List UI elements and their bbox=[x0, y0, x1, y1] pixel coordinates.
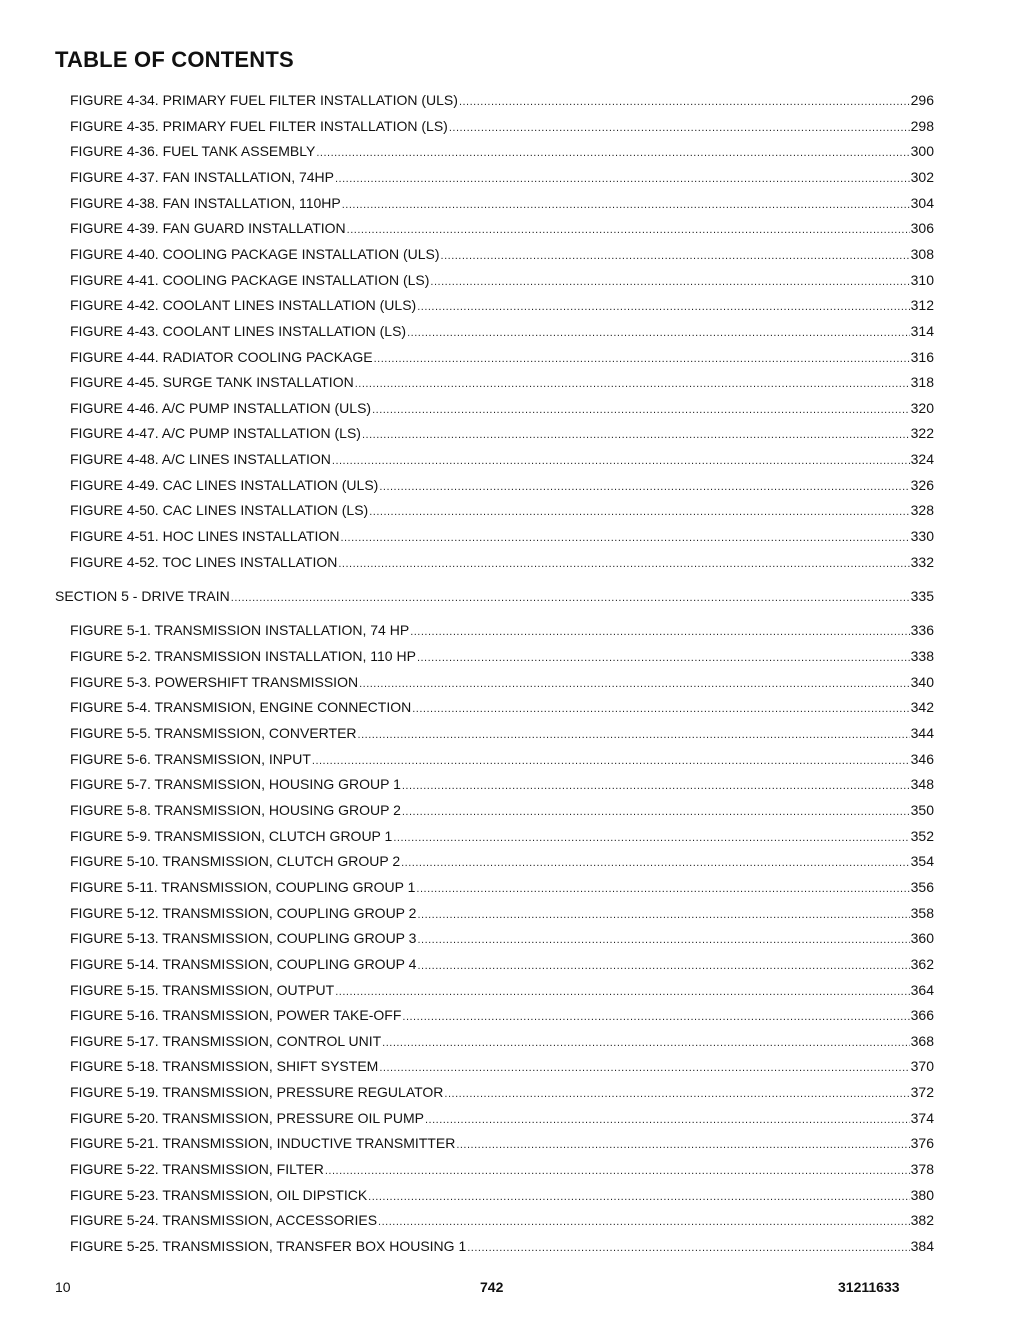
dot-leader bbox=[332, 452, 910, 470]
dot-leader bbox=[407, 324, 910, 342]
toc-entry-label: FIGURE 5-1. TRANSMISSION INSTALLATION, 74 HP bbox=[70, 622, 410, 639]
toc-entry-page: 328 bbox=[910, 502, 934, 519]
toc-entry-label: FIGURE 5-6. TRANSMISSION, INPUT bbox=[70, 750, 311, 767]
toc-entry-label: FIGURE 4-46. A/C PUMP INSTALLATION (ULS) bbox=[70, 399, 372, 416]
dot-leader bbox=[347, 221, 910, 239]
toc-figure-entry[interactable] bbox=[70, 698, 934, 718]
toc-figure-entry[interactable] bbox=[70, 1237, 934, 1257]
page-title: TABLE OF CONTENTS bbox=[55, 47, 294, 72]
toc-figure-entry[interactable] bbox=[70, 373, 934, 393]
toc-figure-entry[interactable] bbox=[70, 621, 934, 641]
toc-entry-label: FIGURE 5-11. TRANSMISSION, COUPLING GROUP 1 bbox=[70, 878, 416, 895]
dot-leader bbox=[378, 1213, 910, 1231]
toc-entry-page: 318 bbox=[910, 374, 934, 391]
toc-figure-entry[interactable] bbox=[70, 724, 934, 744]
toc-entry-label: FIGURE 5-25. TRANSMISSION, TRANSFER BOX HOUSING 1 bbox=[70, 1238, 467, 1254]
toc-figure-entry[interactable] bbox=[70, 142, 934, 162]
toc-entry-label: FIGURE 4-52. TOC LINES INSTALLATION bbox=[70, 553, 338, 570]
toc-figure-entry[interactable] bbox=[70, 296, 934, 316]
dot-leader bbox=[417, 298, 909, 316]
toc-entry-page: 302 bbox=[910, 169, 934, 185]
toc-entry-label: FIGURE 5-23. TRANSMISSION, OIL DIPSTICK bbox=[70, 1186, 368, 1203]
toc-entry-label: FIGURE 4-38. FAN INSTALLATION, 110HP bbox=[70, 194, 341, 211]
toc-figure-entry[interactable] bbox=[70, 955, 934, 975]
toc-entry-label: FIGURE 5-18. TRANSMISSION, SHIFT SYSTEM bbox=[70, 1058, 379, 1075]
toc-entry-label: FIGURE 4-34. PRIMARY FUEL FILTER INSTALLATION (ULS) bbox=[70, 92, 458, 108]
toc-entry-page: 314 bbox=[910, 322, 934, 339]
toc-entry-page: 378 bbox=[910, 1161, 934, 1177]
dot-leader bbox=[449, 119, 910, 137]
toc-figure-entry[interactable] bbox=[70, 1057, 934, 1077]
toc-figure-entry[interactable] bbox=[70, 527, 934, 547]
toc-entry-page: 376 bbox=[910, 1135, 934, 1152]
dot-leader bbox=[312, 752, 910, 770]
toc-figure-entry[interactable] bbox=[70, 91, 934, 111]
toc-entry-page: 348 bbox=[910, 776, 934, 793]
toc-entry-label: FIGURE 5-16. TRANSMISSION, POWER TAKE-OFF bbox=[70, 1007, 402, 1024]
dot-leader bbox=[379, 478, 909, 496]
toc-entry-label: FIGURE 4-40. COOLING PACKAGE INSTALLATION (ULS) bbox=[70, 245, 440, 262]
toc-entry-page: 300 bbox=[910, 143, 934, 160]
toc-entry-page: 330 bbox=[910, 528, 934, 544]
toc-entry-page: 324 bbox=[910, 451, 934, 468]
dot-leader bbox=[402, 1008, 909, 1026]
toc-entry-label: FIGURE 4-37. FAN INSTALLATION, 74HP bbox=[70, 169, 334, 185]
toc-entry-label: FIGURE 5-4. TRANSMISION, ENGINE CONNECTION bbox=[70, 699, 412, 716]
toc-figure-entry[interactable] bbox=[70, 1083, 934, 1103]
toc-entry-label: FIGURE 5-8. TRANSMISSION, HOUSING GROUP 2 bbox=[70, 801, 401, 818]
toc-entry-page: 340 bbox=[910, 673, 934, 690]
toc-entry-page: 332 bbox=[910, 553, 934, 570]
toc-entry-page: 368 bbox=[910, 1032, 934, 1049]
dot-leader bbox=[412, 700, 909, 718]
toc-entry-label: FIGURE 5-2. TRANSMISSION INSTALLATION, 110 HP bbox=[70, 648, 416, 664]
toc-entry-page: 342 bbox=[910, 699, 934, 716]
toc-entry-label: FIGURE 4-41. COOLING PACKAGE INSTALLATION (LS) bbox=[70, 271, 430, 288]
toc-figure-entry[interactable] bbox=[70, 322, 934, 342]
toc-entry-label: FIGURE 5-7. TRANSMISSION, HOUSING GROUP 1 bbox=[70, 776, 401, 793]
toc-entry-page: 308 bbox=[910, 245, 934, 262]
toc-entry-label: FIGURE 4-49. CAC LINES INSTALLATION (ULS) bbox=[70, 476, 379, 493]
toc-figure-entry[interactable] bbox=[70, 1032, 934, 1052]
dot-leader bbox=[368, 1188, 909, 1206]
dot-leader bbox=[335, 983, 909, 1001]
dot-leader bbox=[417, 649, 910, 667]
dot-leader bbox=[382, 1034, 909, 1052]
toc-entry-label: SECTION 5 - DRIVE TRAIN bbox=[55, 588, 230, 604]
dot-leader bbox=[342, 196, 910, 214]
dot-leader bbox=[338, 555, 909, 573]
toc-entry-label: FIGURE 4-39. FAN GUARD INSTALLATION bbox=[70, 220, 346, 237]
toc-entry-label: FIGURE 5-24. TRANSMISSION, ACCESSORIES bbox=[70, 1212, 378, 1229]
dot-leader bbox=[401, 854, 910, 872]
dot-leader bbox=[430, 273, 909, 291]
dot-leader bbox=[459, 93, 910, 111]
dot-leader bbox=[456, 1136, 909, 1154]
dot-leader bbox=[467, 1239, 909, 1257]
toc-figure-entry[interactable] bbox=[70, 168, 934, 188]
toc-entry-page: 366 bbox=[910, 1007, 934, 1024]
toc-entry-label: FIGURE 4-50. CAC LINES INSTALLATION (LS) bbox=[70, 502, 369, 519]
dot-leader bbox=[359, 675, 910, 693]
toc-entry-page: 326 bbox=[910, 476, 934, 493]
toc-entry-page: 344 bbox=[910, 725, 934, 741]
toc-figure-entry[interactable] bbox=[70, 424, 934, 444]
dot-leader bbox=[340, 529, 909, 547]
toc-entry-label: FIGURE 5-9. TRANSMISSION, CLUTCH GROUP 1 bbox=[70, 827, 393, 844]
toc-entry-label: FIGURE 4-44. RADIATOR COOLING PACKAGE bbox=[70, 348, 373, 365]
toc-figure-entry[interactable] bbox=[70, 647, 934, 667]
toc-entry-page: 362 bbox=[910, 955, 934, 972]
toc-entry-label: FIGURE 5-10. TRANSMISSION, CLUTCH GROUP 2 bbox=[70, 853, 401, 870]
toc-figure-entry[interactable] bbox=[70, 194, 934, 214]
toc-entry-page: 312 bbox=[910, 297, 934, 314]
dot-leader bbox=[444, 1085, 909, 1103]
toc-figure-entry[interactable] bbox=[70, 878, 934, 898]
footer-doc-number: 31211633 bbox=[838, 1279, 900, 1295]
toc-entry-page: 320 bbox=[910, 399, 934, 416]
toc-figure-entry[interactable] bbox=[70, 348, 934, 368]
toc-entry-label: FIGURE 5-20. TRANSMISSION, PRESSURE OIL PUMP bbox=[70, 1109, 424, 1126]
toc-entry-page: 336 bbox=[910, 622, 934, 639]
toc-entry-page: 364 bbox=[910, 981, 934, 998]
toc-figure-entry[interactable] bbox=[70, 1109, 934, 1129]
dot-leader bbox=[379, 1059, 909, 1077]
dot-leader bbox=[362, 426, 910, 444]
toc-figure-entry[interactable] bbox=[70, 981, 934, 1001]
toc-entry-label: FIGURE 4-42. COOLANT LINES INSTALLATION (ULS) bbox=[70, 297, 417, 314]
toc-entry-page: 352 bbox=[910, 827, 934, 844]
toc-entry-label: FIGURE 4-35. PRIMARY FUEL FILTER INSTALLATION (LS) bbox=[70, 117, 448, 134]
toc-section-entry[interactable] bbox=[55, 587, 934, 607]
dot-leader bbox=[410, 623, 909, 641]
toc-entry-page: 310 bbox=[910, 271, 934, 288]
dot-leader bbox=[441, 247, 910, 265]
dot-leader bbox=[393, 829, 909, 847]
toc-figure-entry[interactable] bbox=[70, 219, 934, 239]
toc-figure-entry[interactable] bbox=[70, 1211, 934, 1231]
toc-entry-label: FIGURE 4-51. HOC LINES INSTALLATION bbox=[70, 528, 340, 544]
dot-leader bbox=[374, 350, 910, 368]
toc-entry-page: 358 bbox=[910, 904, 934, 921]
dot-leader bbox=[369, 503, 909, 521]
dot-leader bbox=[416, 880, 909, 898]
toc-figure-entry[interactable] bbox=[70, 1134, 934, 1154]
toc-figure-entry[interactable] bbox=[70, 450, 934, 470]
toc-entry-page: 306 bbox=[910, 220, 934, 237]
toc-figure-entry[interactable] bbox=[70, 801, 934, 821]
toc-entry-page: 372 bbox=[910, 1084, 934, 1101]
toc-entry-page: 298 bbox=[910, 117, 934, 134]
toc-figure-entry[interactable] bbox=[70, 852, 934, 872]
toc-figure-entry[interactable] bbox=[70, 1160, 934, 1180]
toc-entry-label: FIGURE 4-45. SURGE TANK INSTALLATION bbox=[70, 374, 354, 391]
toc-entry-page: 338 bbox=[910, 648, 934, 664]
toc-entry-label: FIGURE 5-15. TRANSMISSION, OUTPUT bbox=[70, 981, 335, 998]
toc-entry-page: 316 bbox=[910, 348, 934, 365]
toc-entry-page: 384 bbox=[910, 1238, 934, 1254]
toc-entry-label: FIGURE 5-21. TRANSMISSION, INDUCTIVE TRANSMITTER bbox=[70, 1135, 456, 1152]
toc-entry-label: FIGURE 5-14. TRANSMISSION, COUPLING GROUP 4 bbox=[70, 955, 417, 972]
toc-entry-page: 304 bbox=[910, 194, 934, 211]
dot-leader bbox=[372, 401, 910, 419]
toc-entry-label: FIGURE 5-17. TRANSMISSION, CONTROL UNIT bbox=[70, 1032, 382, 1049]
toc-entry-page: 335 bbox=[910, 588, 934, 604]
toc-figure-entry[interactable] bbox=[70, 476, 934, 496]
toc-entry-label: FIGURE 4-43. COOLANT LINES INSTALLATION (LS) bbox=[70, 322, 407, 339]
toc-entry-page: 370 bbox=[910, 1058, 934, 1075]
toc-entry-page: 356 bbox=[910, 878, 934, 895]
toc-entry-page: 354 bbox=[910, 853, 934, 870]
toc-entry-page: 360 bbox=[910, 930, 934, 947]
toc-entry-label: FIGURE 4-47. A/C PUMP INSTALLATION (LS) bbox=[70, 425, 361, 442]
toc-figure-entry[interactable] bbox=[70, 553, 934, 573]
dot-leader bbox=[355, 375, 910, 393]
toc-entry-page: 374 bbox=[910, 1109, 934, 1126]
toc-figure-entry[interactable] bbox=[70, 399, 934, 419]
toc-figure-entry[interactable] bbox=[70, 827, 934, 847]
dot-leader bbox=[316, 144, 909, 162]
dot-leader bbox=[358, 726, 910, 744]
dot-leader bbox=[425, 1111, 910, 1129]
toc-figure-entry[interactable] bbox=[70, 1006, 934, 1026]
toc-figure-entry[interactable] bbox=[70, 673, 934, 693]
dot-leader bbox=[417, 931, 909, 949]
dot-leader bbox=[325, 1162, 910, 1180]
toc-figure-entry[interactable] bbox=[70, 271, 934, 291]
toc-entry-label: FIGURE 5-5. TRANSMISSION, CONVERTER bbox=[70, 725, 357, 741]
toc-figure-entry[interactable] bbox=[70, 929, 934, 949]
toc-entry-label: FIGURE 5-13. TRANSMISSION, COUPLING GROUP 3 bbox=[70, 930, 417, 947]
footer-model: 742 bbox=[480, 1279, 504, 1295]
toc-entry-page: 382 bbox=[910, 1212, 934, 1229]
dot-leader bbox=[417, 906, 909, 924]
dot-leader bbox=[335, 170, 910, 188]
toc-figure-entry[interactable] bbox=[70, 117, 934, 137]
toc-entry-page: 296 bbox=[910, 92, 934, 108]
toc-entry-label: FIGURE 5-19. TRANSMISSION, PRESSURE REGULATOR bbox=[70, 1084, 444, 1101]
toc-entry-page: 346 bbox=[910, 750, 934, 767]
toc-figure-entry[interactable] bbox=[70, 775, 934, 795]
dot-leader bbox=[402, 803, 910, 821]
toc-figure-entry[interactable] bbox=[70, 904, 934, 924]
dot-leader bbox=[231, 589, 910, 607]
toc-entry-page: 322 bbox=[910, 425, 934, 442]
toc-entry-label: FIGURE 4-48. A/C LINES INSTALLATION bbox=[70, 451, 331, 468]
toc-entry-page: 380 bbox=[910, 1186, 934, 1203]
dot-leader bbox=[417, 957, 909, 975]
toc-entry-page: 350 bbox=[910, 801, 934, 818]
toc-figure-entry[interactable] bbox=[70, 245, 934, 265]
toc-figure-entry[interactable] bbox=[70, 501, 934, 521]
toc-entry-label: FIGURE 5-3. POWERSHIFT TRANSMISSION bbox=[70, 673, 359, 690]
toc-entry-label: FIGURE 4-36. FUEL TANK ASSEMBLY bbox=[70, 143, 316, 160]
dot-leader bbox=[402, 777, 910, 795]
toc-figure-entry[interactable] bbox=[70, 1186, 934, 1206]
toc-entry-label: FIGURE 5-22. TRANSMISSION, FILTER bbox=[70, 1161, 324, 1177]
footer-page-number: 10 bbox=[55, 1279, 71, 1295]
toc-entry-label: FIGURE 5-12. TRANSMISSION, COUPLING GROUP 2 bbox=[70, 904, 417, 921]
toc-figure-entry[interactable] bbox=[70, 750, 934, 770]
